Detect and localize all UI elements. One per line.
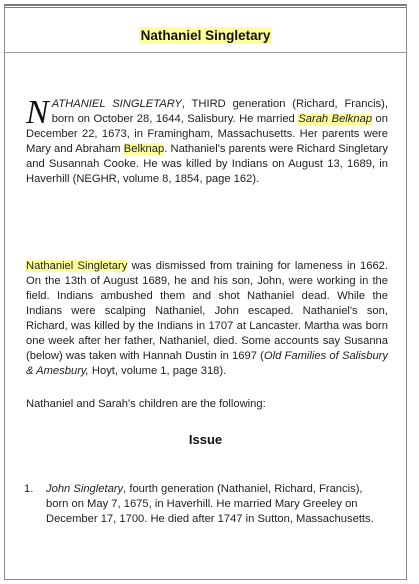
title-divider — [4, 52, 407, 53]
child-text: , fourth generation (Nathaniel, Richard, Francis), born on May 7, 1675, in Haverhill. He married Mary Greeley on December 17, 1700. He died after 1747 in Sutton, Massachusetts. — [46, 483, 374, 525]
paragraph-text: on December 22, 1673, in Framingham, Massachusetts. Her parents were Mary and Abraham — [26, 113, 388, 155]
list-item — [24, 482, 388, 527]
history-paragraph — [26, 259, 388, 379]
spouse-name-highlight: Sarah Belknap — [298, 113, 373, 125]
surname-highlight: Belknap — [123, 143, 165, 155]
children-intro: Nathaniel and Sarah's children are the following: — [26, 398, 266, 410]
child-name: John Singletary — [46, 483, 124, 495]
page-title: Nathaniel Singletary — [140, 28, 271, 43]
paragraph-text: , THIRD generation (Richard, Francis), born on October 28, 1644, Salisbury. He married — [51, 98, 388, 125]
drop-cap: N — [26, 94, 49, 131]
subject-name-highlight: Nathaniel Singletary — [26, 260, 128, 272]
paragraph-text: . Nathaniel's parents were Richard Singletary and Susannah Cooke. He was killed by Indians on August 13, 1689, in Haverhill (NEGHR, volume 8, 1854, page 162). — [26, 143, 388, 185]
paragraph-text: Hoyt, volume 1, page 318). — [88, 365, 227, 377]
issue-heading: Issue — [188, 432, 223, 447]
subject-name: ATHANIEL SINGLETARY — [51, 98, 182, 110]
list-number: 1. — [24, 483, 34, 495]
biography-paragraph — [26, 94, 388, 187]
source-title: Old Families of Salisbury & Amesbury, — [26, 350, 388, 377]
title-container — [0, 27, 411, 45]
paragraph-text: was dismissed from training for lameness in 1662. On the 13th of August 1689, he and his son, John, were working in the field. Indians ambushed them and shot Nathaniel dead. While the Indians were scalping Nathaniel, John escaped. Nathaniel's son, Richard, was killed by the Indians in 1707 at Lancaster. Martha was born one week after her father, Nathaniel, died. Some accounts say Susanna (below) was taken with Hannah Dustin in 1697 ( — [26, 260, 388, 362]
